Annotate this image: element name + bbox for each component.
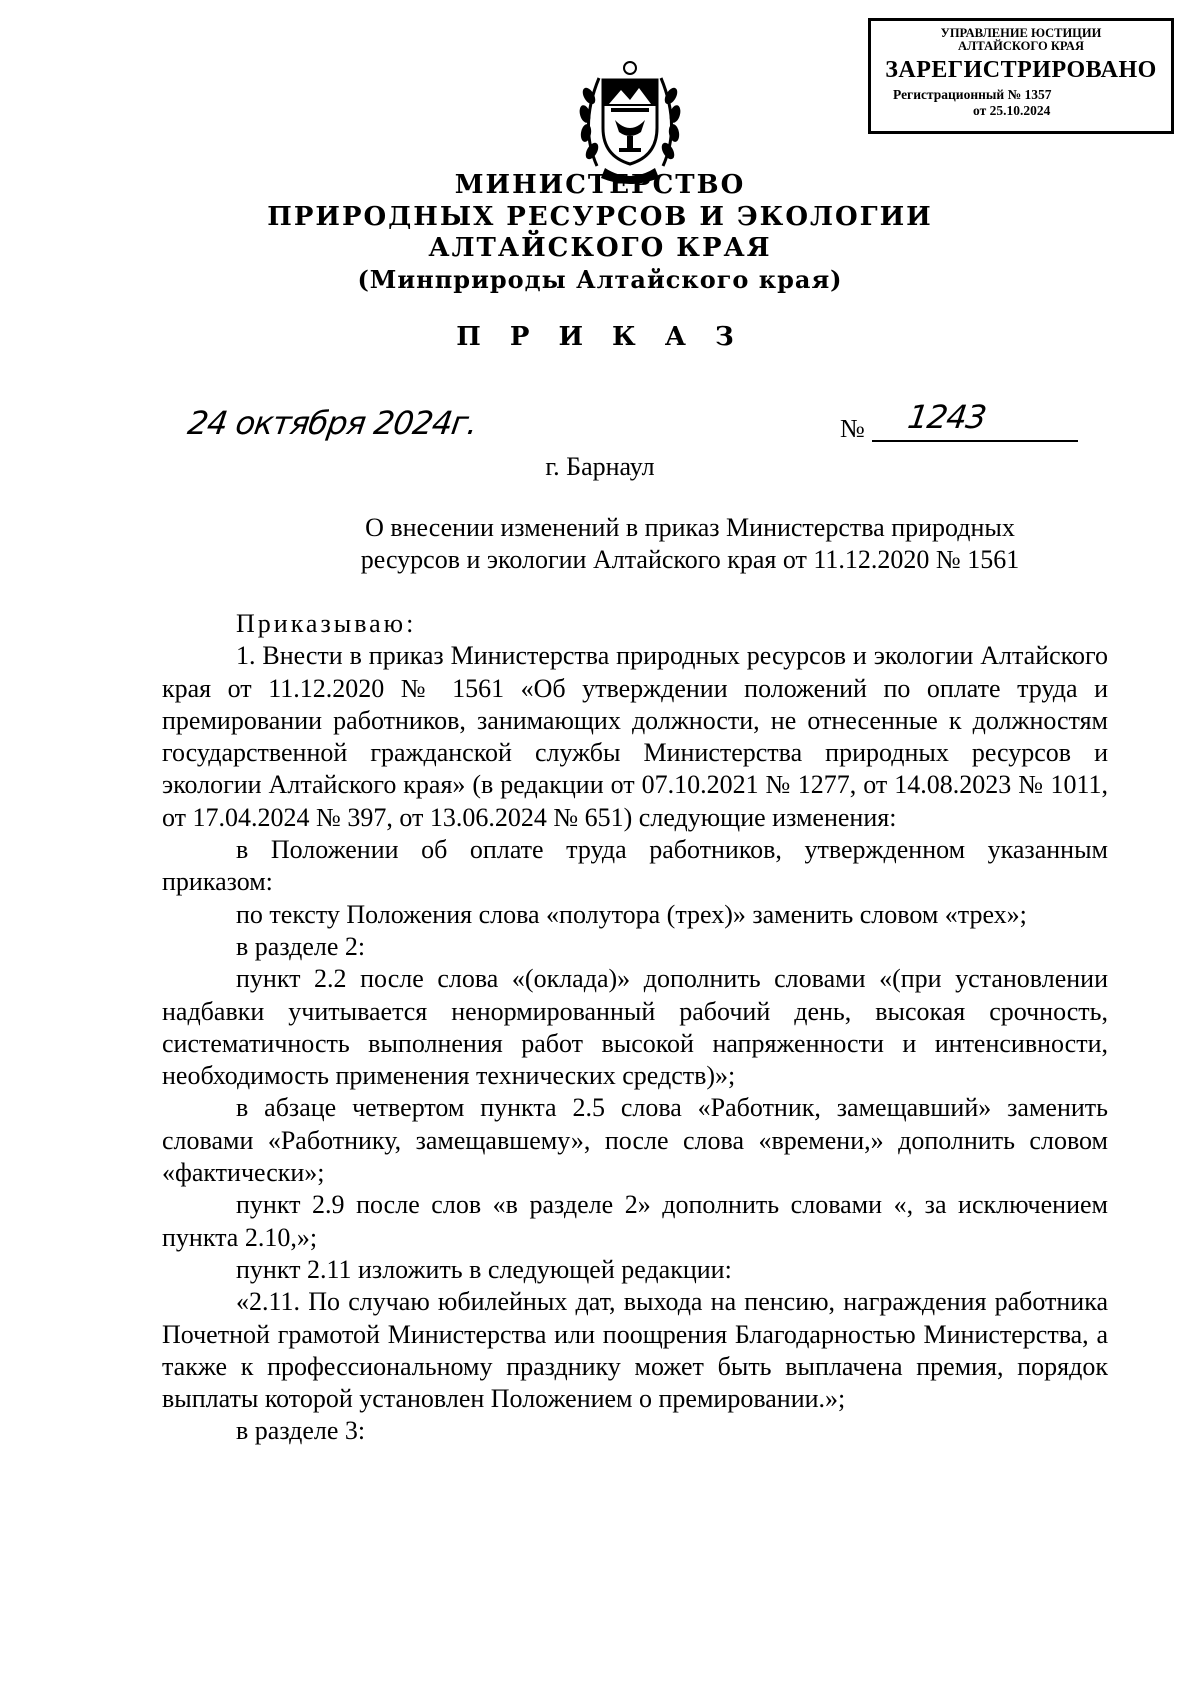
city: г. Барнаул: [545, 452, 655, 481]
ministry-title-line1: МИНИСТЕРСТВО: [454, 170, 746, 200]
order-title-line1: О внесении изменений в приказ Министерства природных: [365, 513, 1015, 542]
stamp-org-line2: АЛТАЙСКОГО КРАЯ: [958, 39, 1084, 53]
ministry-title-line3: АЛТАЙСКОГО КРАЯ: [428, 233, 772, 263]
order-title-line2: ресурсов и экологии Алтайского края от 11.12.2020 № 1561: [360, 545, 1020, 574]
body-paragraph: в разделе 2:: [236, 931, 366, 961]
body-paragraph: «2.11. По случаю юбилейных дат, выхода на пенсию, награждения работника Почетной грамотой Министерства или поощрения Благодарностью Министерства, а также к профессиональному празднику может быть выплачена премия, порядок выплаты которой установлен Положением о премировании.»;: [162, 1287, 1108, 1414]
body-paragraph: в абзаце четвертом пункта 2.5 слова «Работник, замещавший» заменить словами «Работнику, замещавшему», после слова «времени,» дополнить словом «фактически»;: [162, 1093, 1108, 1188]
stamp-reg-date: от 25.10.2024: [973, 103, 1051, 118]
stamp-status: ЗАРЕГИСТРИРОВАНО: [885, 57, 1157, 83]
coat-of-arms-icon: [577, 56, 683, 188]
body-paragraph: Приказываю:: [236, 609, 417, 638]
body-paragraph: в разделе 3:: [236, 1416, 366, 1446]
stamp-org-line1: УПРАВЛЕНИЕ ЮСТИЦИИ: [940, 26, 1102, 40]
document-type: П Р И К А З: [456, 322, 744, 352]
body-paragraph: в Положении об оплате труда работников, утвержденном указанным приказом:: [162, 835, 1108, 897]
registration-stamp: [868, 18, 1174, 134]
body-paragraph: пункт 2.11 изложить в следующей редакции:: [236, 1254, 732, 1284]
handwritten-number: 1243: [905, 398, 989, 436]
body-paragraph: 1. Внести в приказ Министерства природных ресурсов и экологии Алтайского края от 11.12.2020 № 1561 «Об утверждении положений по оплате труда и премировании работников, занимающих должности, не отнесенные к должностям государственной гражданской службы Министерства природных ресурсов и экологии Алтайского края» (в редакции от 07.10.2021 № 1277, от 14.08.2023 № 1011, от 17.04.2024 № 397, от 13.06.2024 № 651) следующие изменения:: [162, 641, 1108, 832]
order-body: [162, 608, 1108, 1448]
body-paragraph: пункт 2.2 после слова «(оклада)» дополнить словами «(при установлении надбавки учитывается ненормированный рабочий день, высокая срочность, систематичность выполнения работ высокой напряженности и интенсивности, необходимость применения технических средств)»;: [162, 964, 1108, 1091]
stamp-reg-number: Регистрационный № 1357: [893, 87, 1052, 102]
handwritten-date: 24 октября 2024г.: [185, 404, 480, 442]
body-paragraph: по тексту Положения слова «полутора (трех)» заменить словом «трех»;: [236, 899, 1027, 929]
order-title: [300, 512, 1080, 576]
ministry-title-line2: ПРИРОДНЫХ РЕСУРСОВ И ЭКОЛОГИИ: [267, 202, 933, 232]
number-underline: [872, 440, 1078, 442]
ministry-short-name: (Минприроды Алтайского края): [357, 265, 843, 294]
body-paragraph: пункт 2.9 после слов «в разделе 2» дополнить словами «, за исключением пункта 2.10,»;: [162, 1190, 1108, 1252]
number-sign: №: [840, 414, 865, 443]
